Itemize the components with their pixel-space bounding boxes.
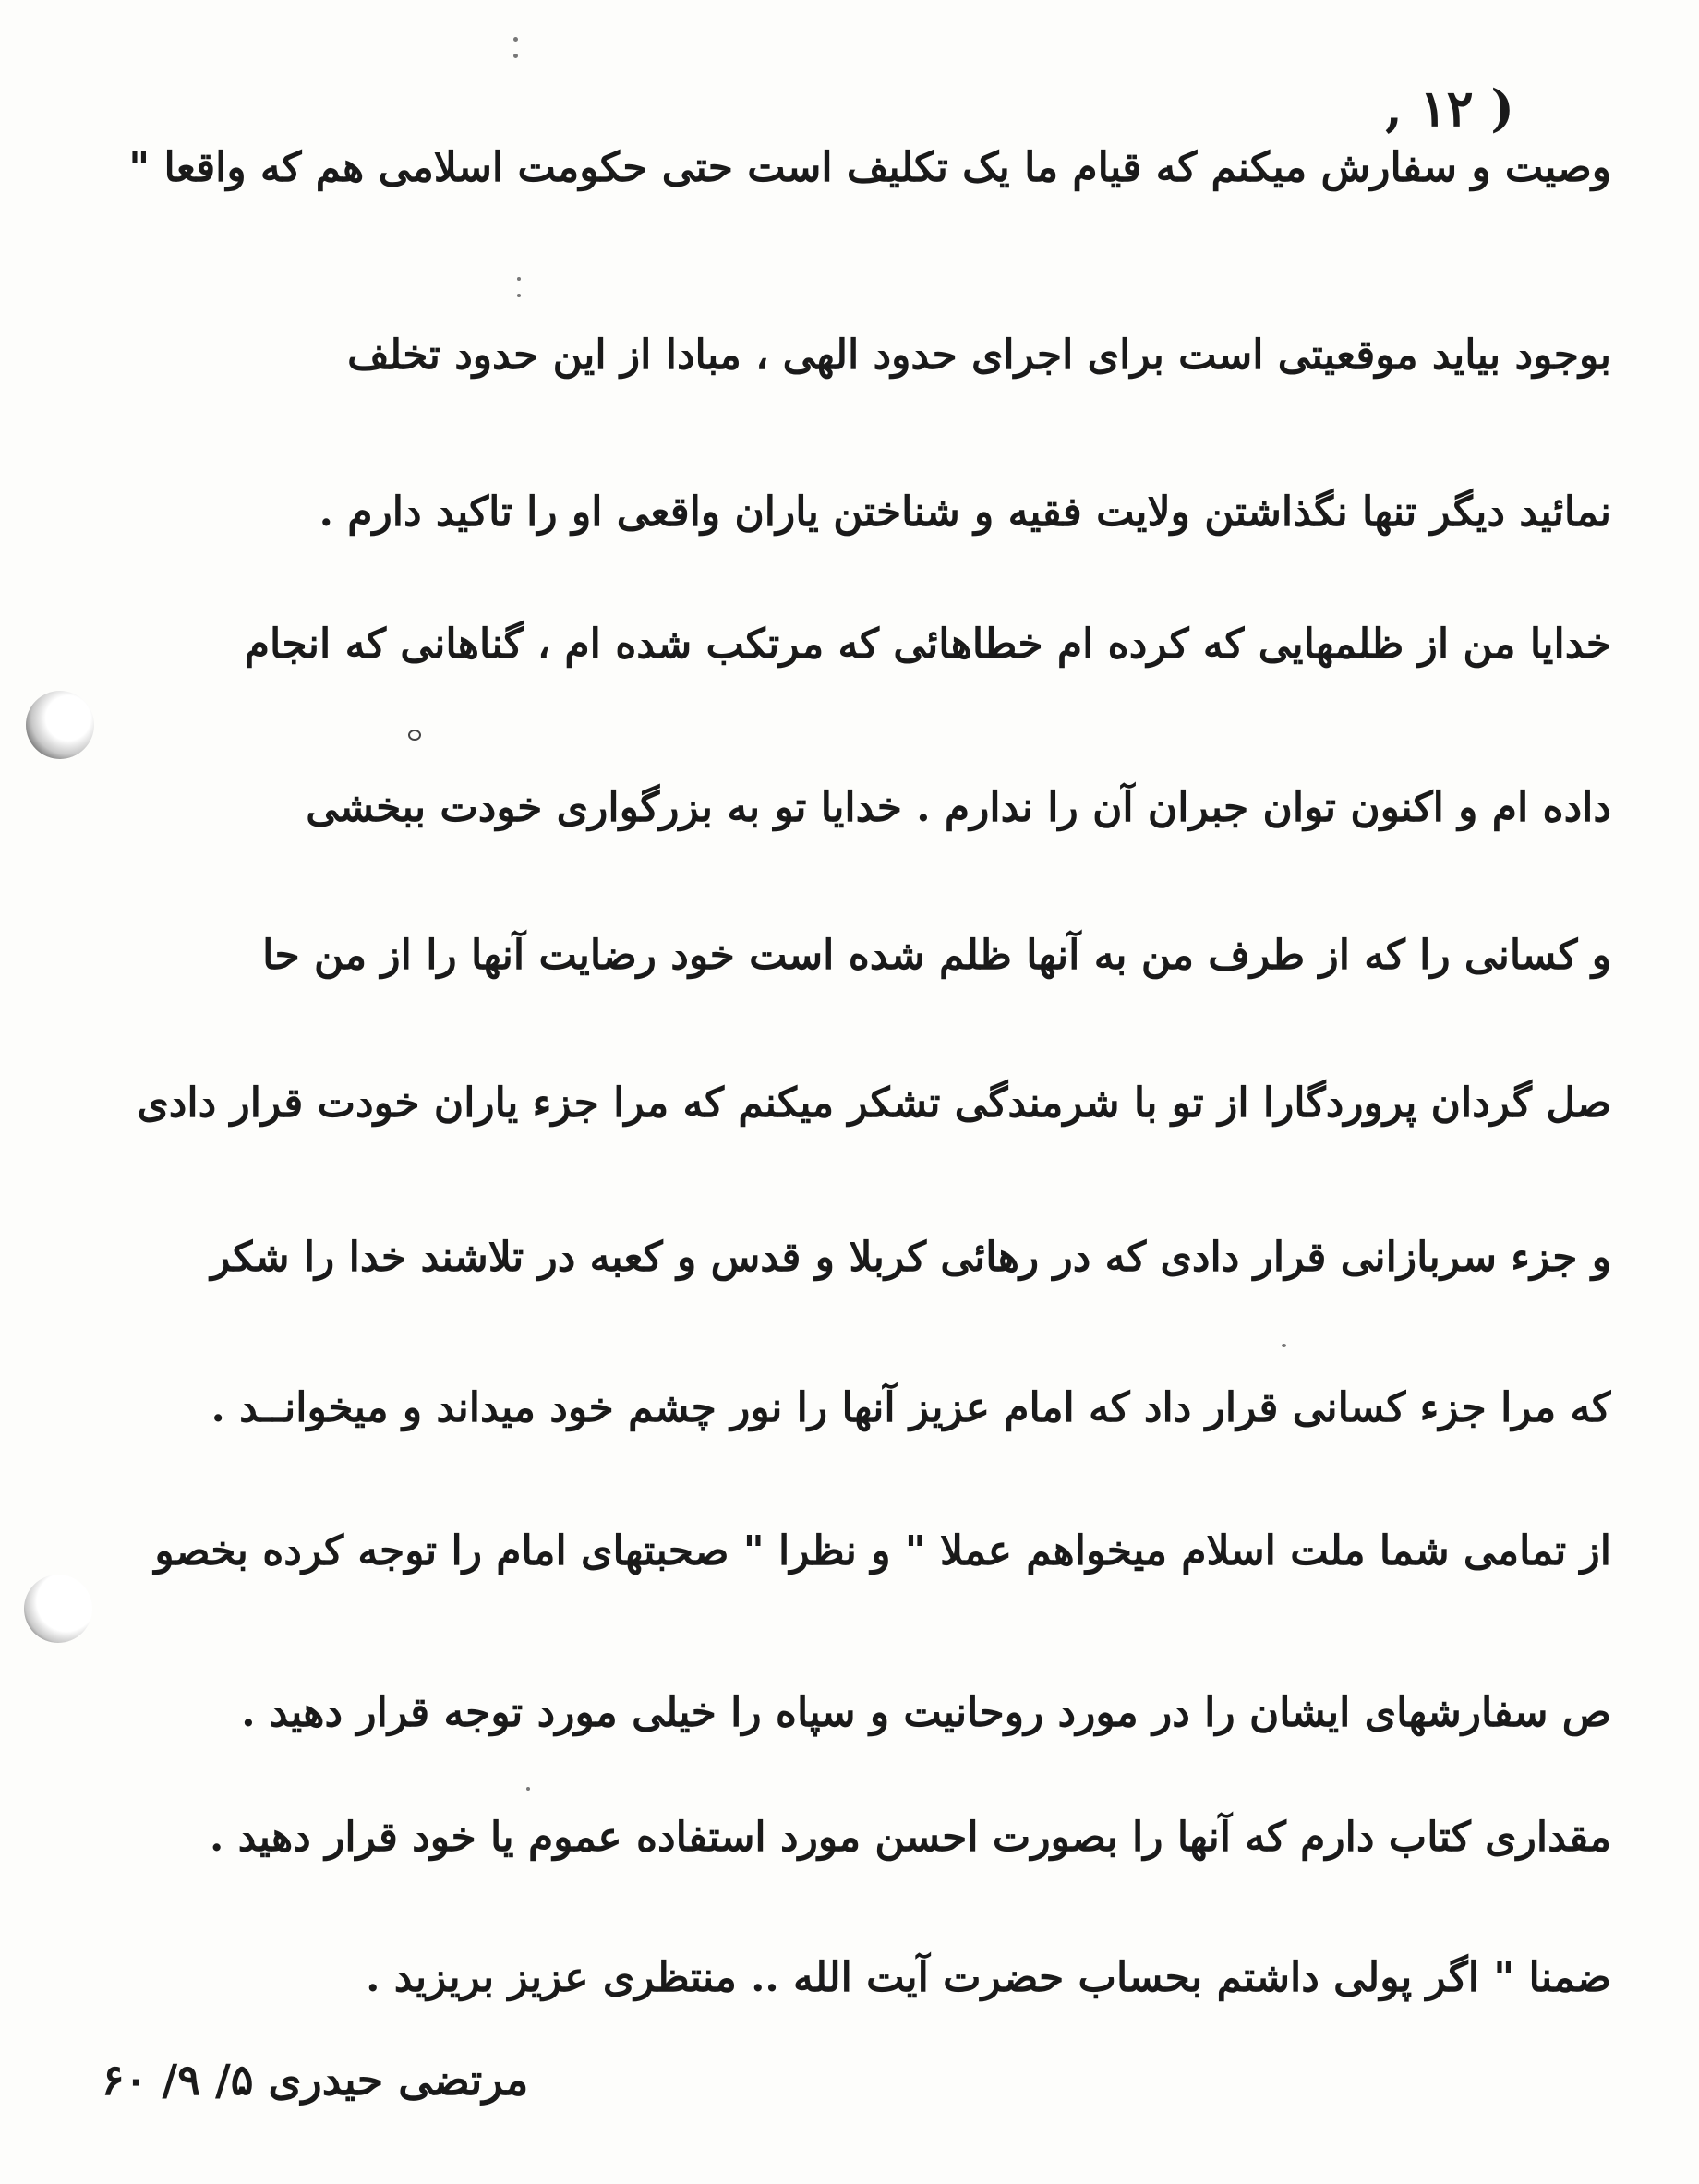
text-line: بوجود بیاید موقعیتی است برای اجرای حدود الهی ، مبادا از این حدود تخلف (347, 332, 1611, 379)
text-line: نمائید دیگر تنها نگذاشتن ولایت فقیه و شناختن یاران واقعی او را تاکید دارم . (319, 489, 1611, 536)
text-line: از تمامی شما ملت اسلام میخواهم عملا " و نظرا " صحبتهای امام را توجه کرده بخصو (154, 1527, 1611, 1575)
text-line: ضمنا " اگر پولی داشتم بحساب حضرت آیت الله .. منتظری عزیز بریزید . (366, 1954, 1611, 2001)
text-line: خدایا من از ظلمهایی که کرده ام خطاهائی که مرتکب شده ام ، گناهانی که انجام (244, 621, 1611, 668)
scan-speck (408, 730, 421, 741)
signature-date: مرتضی حیدری ۵/ ۹/ ۶۰ (102, 2055, 529, 2105)
text-line: وصیت و سفارش میکنم که قیام ما یک تکلیف است حتی حکومت اسلامی هم که واقعا " (128, 144, 1611, 191)
scan-speck (526, 1787, 530, 1791)
text-line: و جزء سربازانی قرار دادی که در رهائی کربلا و قدس و کعبه در تلاشند خدا را شکر (211, 1234, 1611, 1281)
text-line: داده ام و اکنون توان جبران آن را ندارم . خدایا تو به بزرگواری خودت ببخشی (306, 784, 1611, 831)
scan-speck (1282, 1344, 1286, 1347)
text-line: ص سفارشهای ایشان را در مورد روحانیت و سپاه را خیلی مورد توجه قرار دهید . (241, 1689, 1611, 1736)
text-line: و کسانی را که از طرف من به آنها ظلم شده است خود رضایت آنها را از من حا (262, 932, 1611, 979)
page-number: ( ۱۲ , (1385, 78, 1514, 138)
text-line: که مرا جزء کسانی قرار داد که امام عزیز آنها را نور چشم خود میداند و میخوانــد . (211, 1384, 1611, 1431)
text-line: مقداری کتاب دارم که آنها را بصورت احسن مورد استفاده عموم یا خود قرار دهید . (209, 1814, 1611, 1861)
punch-hole-icon (24, 1575, 92, 1643)
punch-hole-icon (26, 691, 94, 759)
scan-speck (513, 54, 518, 58)
scan-speck (517, 294, 521, 297)
scan-speck (517, 277, 521, 281)
scan-speck (513, 37, 518, 42)
text-line: صل گردان پروردگارا از تو با شرمندگی تشکر میکنم که مرا جزء یاران خودت قرار دادی (137, 1080, 1611, 1127)
